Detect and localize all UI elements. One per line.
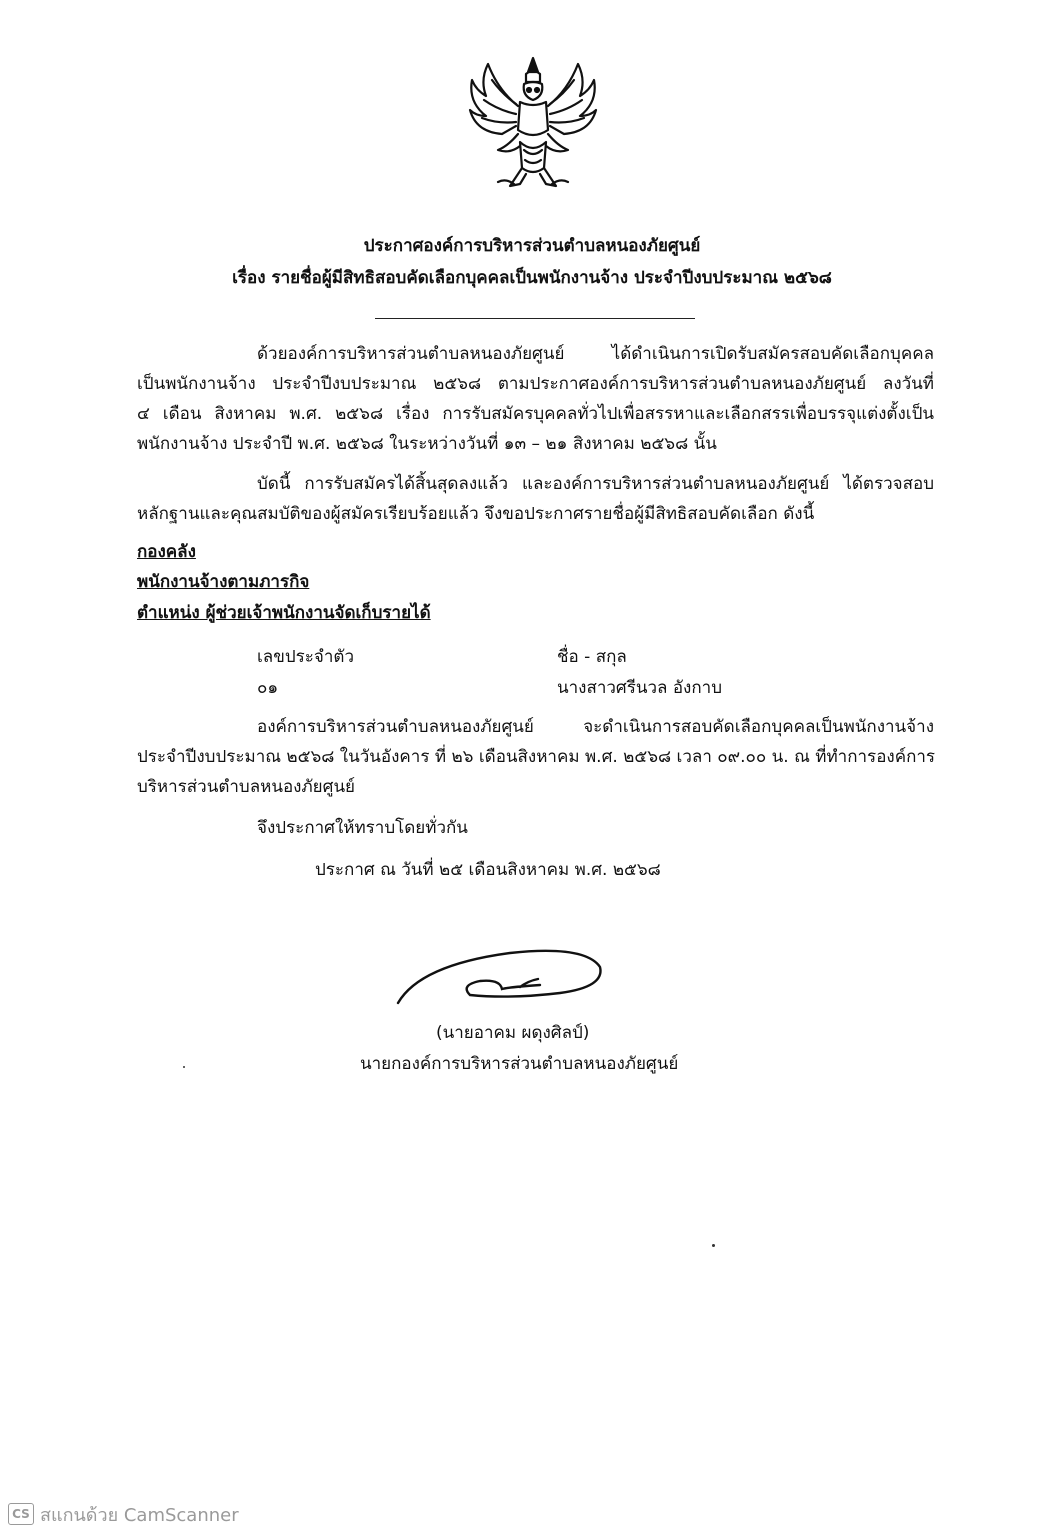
closing-statement: จึงประกาศให้ทราบโดยทั่วกัน bbox=[257, 818, 468, 838]
paragraph-line: เป็นพนักงานจ้าง ประจำปีงบประมาณ ๒๕๖๘ ตามประกาศองค์การบริหารส่วนตำบลหนองภัยศูนย์ ลงวันที่ bbox=[137, 374, 934, 394]
scan-speck bbox=[183, 1066, 185, 1068]
signer-title: นายกองค์การบริหารส่วนตำบลหนองภัยศูนย์ bbox=[360, 1054, 679, 1074]
paragraph-line: องค์การบริหารส่วนตำบลหนองภัยศูนย์ จะดำเนินการสอบคัดเลือกบุคคลเป็นพนักงานจ้าง bbox=[257, 717, 934, 737]
paragraph-line: ด้วยองค์การบริหารส่วนตำบลหนองภัยศูนย์ ได้ดำเนินการเปิดรับสมัครสอบคัดเลือกบุคคล bbox=[257, 344, 934, 364]
paragraph-line: พนักงานจ้าง ประจำปี พ.ศ. ๒๕๖๘ ในระหว่างวันที่ ๑๓ – ๒๑ สิงหาคม ๒๕๖๘ นั้น bbox=[137, 434, 717, 454]
signer-name: (นายอาคม ผดุงศิลป์) bbox=[436, 1023, 590, 1043]
employee-type-heading: พนักงานจ้างตามภารกิจ bbox=[137, 572, 310, 592]
paragraph-line: บริหารส่วนตำบลหนองภัยศูนย์ bbox=[137, 777, 356, 797]
division-heading: กองคลัง bbox=[137, 542, 196, 562]
title-divider bbox=[375, 318, 695, 319]
garuda-emblem-icon bbox=[458, 50, 608, 200]
table-header-name: ชื่อ - สกุล bbox=[557, 647, 627, 667]
signature-icon bbox=[390, 945, 610, 1015]
camscanner-watermark bbox=[8, 1502, 239, 1526]
table-cell-name: นางสาวศรีนวล อังกาบ bbox=[557, 678, 722, 698]
camscanner-logo-icon: CS bbox=[8, 1503, 34, 1525]
table-cell-id: ๐๑ bbox=[257, 678, 279, 698]
position-heading: ตำแหน่ง ผู้ช่วยเจ้าพนักงานจัดเก็บรายได้ bbox=[137, 603, 431, 623]
camscanner-text: สแกนด้วย CamScanner bbox=[40, 1504, 239, 1526]
announcement-subject: เรื่อง รายชื่อผู้มีสิทธิสอบคัดเลือกบุคคลเป็นพนักงานจ้าง ประจำปีงบประมาณ ๒๕๖๘ bbox=[232, 268, 832, 288]
paragraph-line: บัดนี้ การรับสมัครได้สิ้นสุดลงแล้ว และองค์การบริหารส่วนตำบลหนองภัยศูนย์ ได้ตรวจสอบ bbox=[257, 474, 934, 494]
announcement-title: ประกาศองค์การบริหารส่วนตำบลหนองภัยศูนย์ bbox=[363, 236, 701, 256]
announcement-date: ประกาศ ณ วันที่ ๒๕ เดือนสิงหาคม พ.ศ. ๒๕๖๘ bbox=[315, 860, 661, 880]
scan-speck bbox=[712, 1244, 715, 1247]
table-header-id: เลขประจำตัว bbox=[257, 647, 354, 667]
paragraph-line: หลักฐานและคุณสมบัติของผู้สมัครเรียบร้อยแล้ว จึงขอประกาศรายชื่อผู้มีสิทธิสอบคัดเลือก ดังนี้ bbox=[137, 504, 815, 524]
paragraph-line: ประจำปีงบประมาณ ๒๕๖๘ ในวันอังคาร ที่ ๒๖ เดือนสิงหาคม พ.ศ. ๒๕๖๘ เวลา ๐๙.๐๐ น. ณ ที่ทำการองค์การ bbox=[137, 747, 936, 767]
paragraph-line: ๔ เดือน สิงหาคม พ.ศ. ๒๕๖๘ เรื่อง การรับสมัครบุคคลทั่วไปเพื่อสรรหาและเลือกสรรเพื่อบรรจุแต่งตั้งเป็น bbox=[137, 404, 934, 424]
